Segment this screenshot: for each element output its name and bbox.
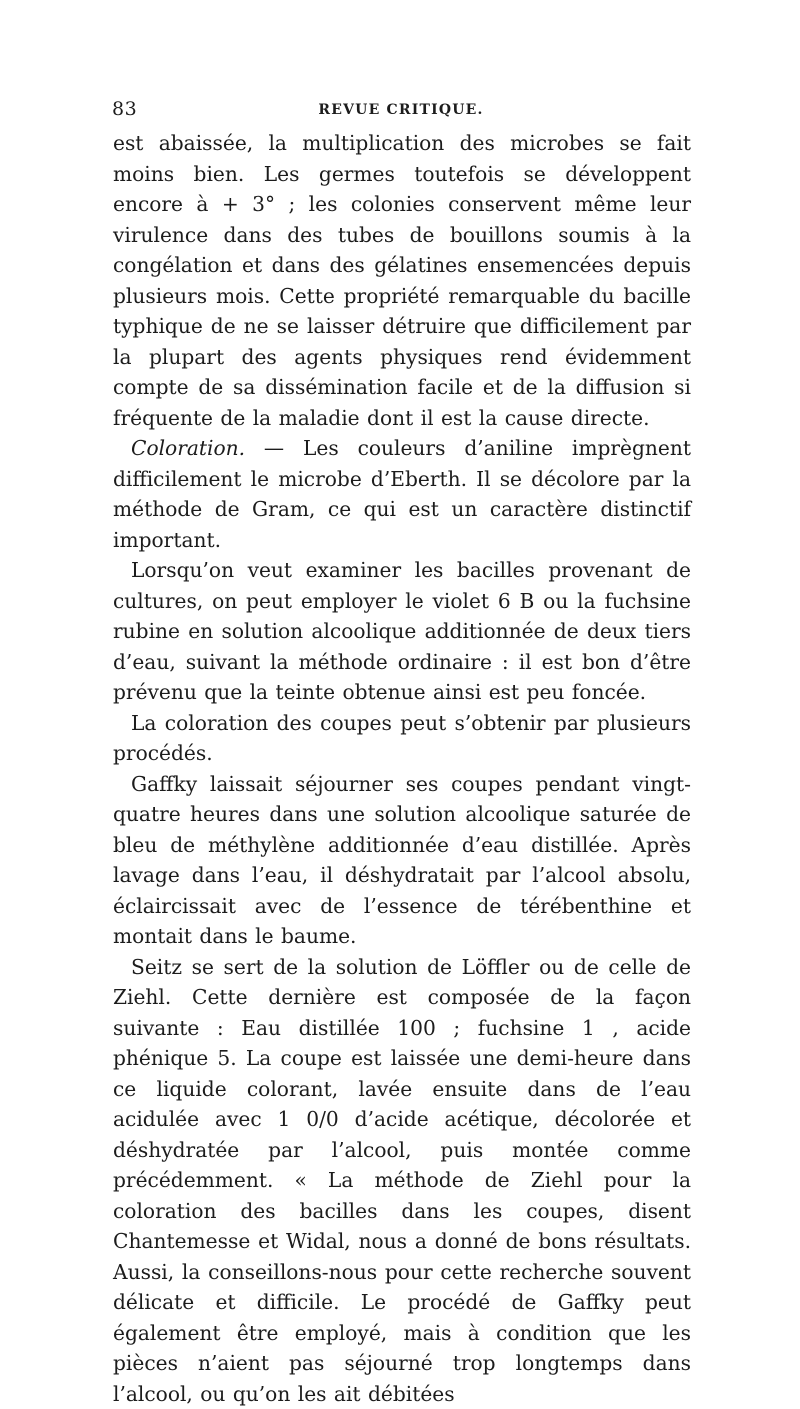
- body-text: [113, 128, 691, 1409]
- running-title: REVUE CRITIQUE.: [112, 102, 690, 118]
- paragraph-cultures: Lorsqu’on veut examiner les bacilles provenant de cultures, on peut employer le violet 6 B ou la fuchsine rubine en solution alcoolique additionnée de deux tiers d’eau, suivant la méthode ordinaire : il est bon d’être prévenu que la teinte obtenue ainsi est peu foncée.: [113, 555, 691, 708]
- paragraph-coloration: [113, 433, 691, 555]
- page-number: 83: [112, 98, 137, 120]
- paragraph-gaffky: Gaffky laissait séjourner ses coupes pendant vingt-quatre heures dans une solution alcoolique saturée de bleu de méthylène additionnée d’eau distillée. Après lavage dans l’eau, il déshydratait par l’alcool absolu, éclaircissait avec de l’essence de térébenthine et montait dans le baume.: [113, 769, 691, 952]
- section-run-in-heading: Coloration.: [131, 436, 245, 460]
- running-head: [112, 98, 690, 124]
- paragraph-coupes: La coloration des coupes peut s’obtenir par plusieurs procédés.: [113, 708, 691, 769]
- paragraph-continuation: est abaissée, la multiplication des microbes se fait moins bien. Les germes toutefois se développent encore à + 3° ; les colonies conservent même leur virulence dans des tubes de bouillons soumis à la congélation et dans des gélatines ensemencées depuis plusieurs mois. Cette propriété remarquable du bacille typhique de ne se laisser détruire que difficilement par la plupart des agents physiques rend évidemment compte de sa dissémination facile et de la diffusion si fréquente de la maladie dont il est la cause directe.: [113, 128, 691, 433]
- paragraph-seitz: Seitz se sert de la solution de Löffler ou de celle de Ziehl. Cette dernière est composée de la façon suivante : Eau distillée 100 ; fuchsine 1 , acide phénique 5. La coupe est laissée une demi-heure dans ce liquide colorant, lavée ensuite dans de l’eau acidulée avec 1 0/0 d’acide acétique, décolorée et déshydratée par l’alcool, puis montée comme précédemment. « La méthode de Ziehl pour la coloration des bacilles dans les coupes, disent Chantemesse et Widal, nous a donné de bons résultats. Aussi, la conseillons-nous pour cette recherche souvent délicate et difficile. Le procédé de Gaffky peut également être employé, mais à condition que les pièces n’aient pas séjourné trop longtemps dans l’alcool, ou qu’on les ait débitées: [113, 952, 691, 1409]
- paragraph-coloration-text: — Les couleurs d’aniline imprègnent difficilement le microbe d’Eberth. Il se décolore par la méthode de Gram, ce qui est un caractère distinctif important.: [113, 436, 691, 552]
